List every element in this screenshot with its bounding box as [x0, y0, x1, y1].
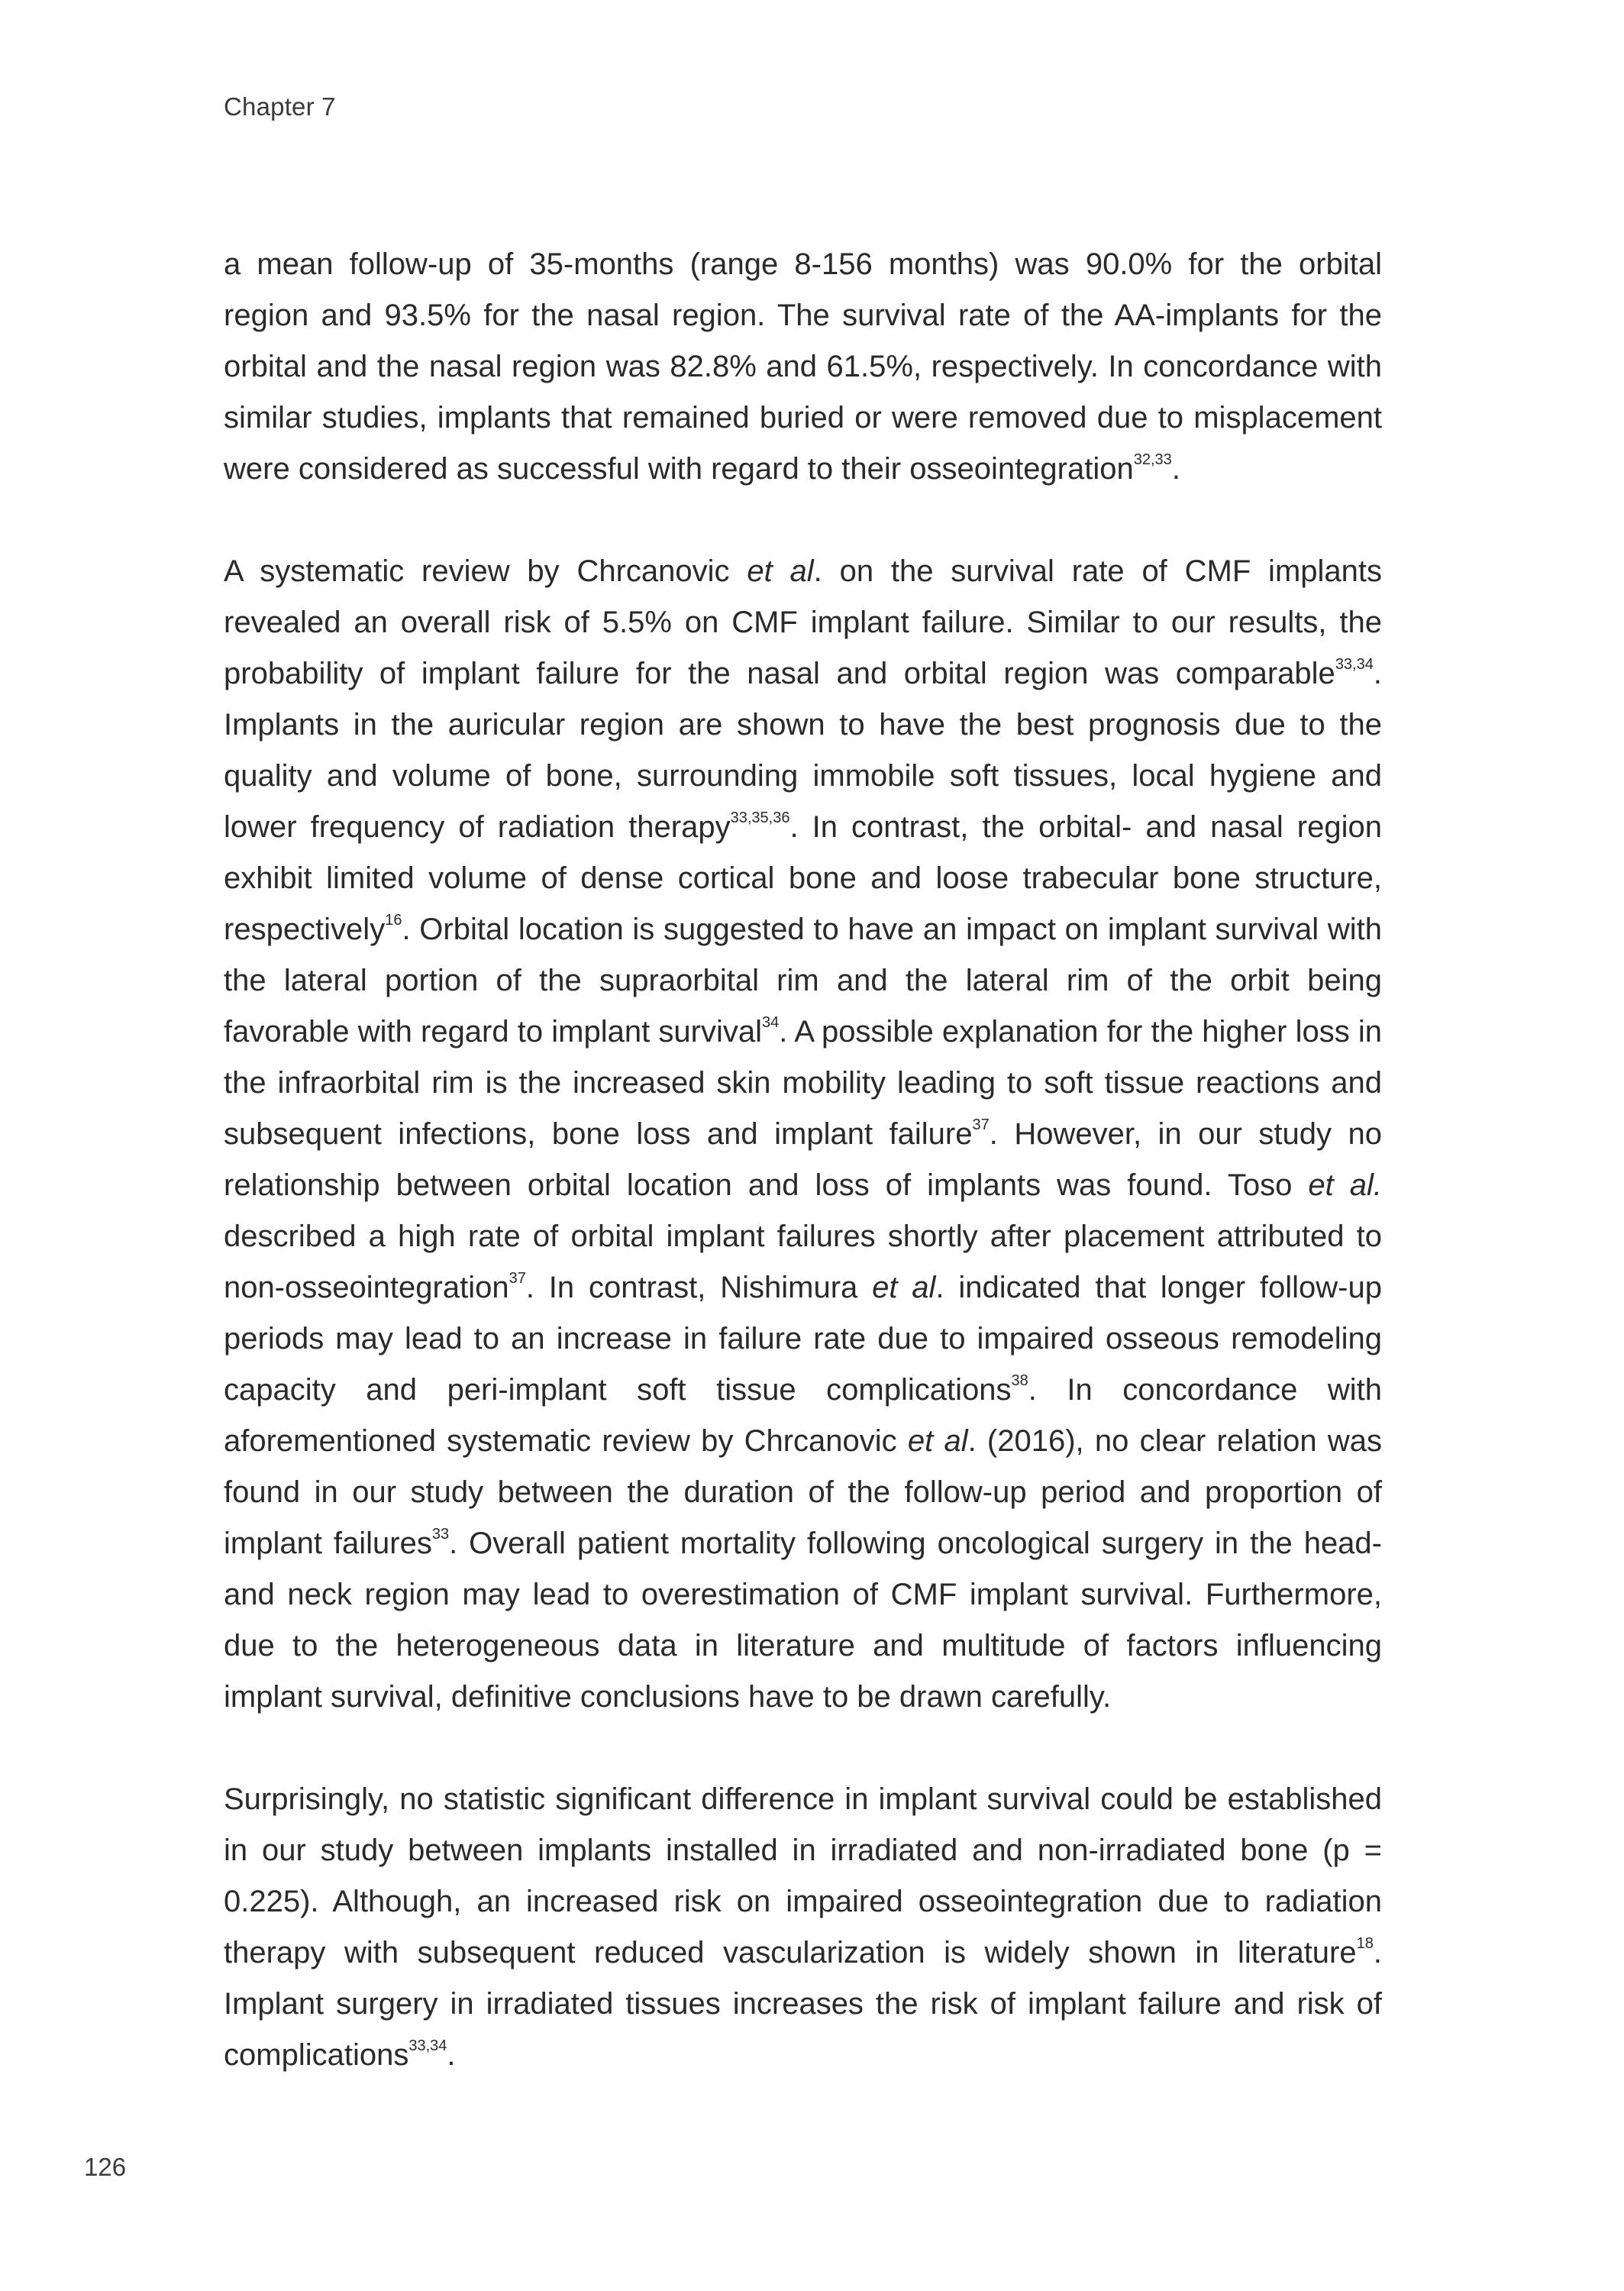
text-segment: . In concordance with aforementioned systematic review by Chrcanovic — [224, 1373, 1383, 1458]
text-segment: . — [447, 2038, 456, 2072]
citation-superscript: 33,34 — [408, 2037, 447, 2054]
text-segment: . Implants in the auricular region are shown to have the best prognosis due to the quality and volume of bone, surrounding immobile soft tissues, local hygiene and lower frequency of radiation therapy — [224, 657, 1382, 844]
citation-superscript: 37 — [509, 1270, 526, 1287]
citation-superscript: 37 — [972, 1116, 990, 1133]
citation-superscript: 18 — [1356, 1935, 1374, 1952]
italic-text: et al — [872, 1271, 936, 1304]
paragraph — [224, 546, 1382, 1723]
body-text — [224, 239, 1382, 2132]
text-segment: A systematic review by Chrcanovic — [224, 554, 747, 588]
citation-superscript: 16 — [385, 912, 402, 929]
text-segment: . In contrast, Nishimura — [525, 1271, 873, 1304]
text-segment: . on the survival rate of CMF implants revealed an overall risk of 5.5% on CMF implant failure. Similar to our results, the probability of implant failure for the nasal and orbital region was comparable — [224, 554, 1383, 690]
text-segment: . Orbital location is suggested to have an impact on implant survival with the lateral portion of the supraorbital rim and the lateral rim of the orbit being favorable with regard to implant survival — [224, 913, 1382, 1049]
text-segment: . indicated that longer follow-up periods may lead to an increase in failure rate due to impaired osseous remodeling capacity and peri-implant soft tissue complications — [224, 1271, 1382, 1407]
text-segment: . Overall patient mortality following oncological surgery in the head- and neck region may lead to overestimation of CMF implant survival. Furthermore, due to the heterogeneous data in literature and multitude of factors influencing implant survival, definitive conclusions have to be drawn carefully. — [224, 1527, 1382, 1714]
running-header: Chapter 7 — [224, 92, 336, 121]
citation-superscript: 33 — [431, 1526, 450, 1543]
text-segment: . — [1171, 452, 1180, 486]
italic-text: et al — [907, 1424, 968, 1458]
citation-superscript: 33,34 — [1335, 656, 1374, 673]
citation-superscript: 33,35,36 — [730, 809, 790, 826]
citation-superscript: 38 — [1011, 1372, 1028, 1389]
paragraph — [224, 239, 1382, 495]
italic-text: et al. — [1308, 1168, 1383, 1202]
page-number: 126 — [84, 2153, 127, 2181]
text-segment: a mean follow-up of 35-months (range 8-156 months) was 90.0% for the orbital region and 93.5% for the nasal region. The survival rate of the AA-implants for the orbital and the nasal region was 82.8% and 61.5%, respectively. In concordance with similar studies, implants that remained buried or were removed due to misplacement were considered as successful with regard to their osseointegration — [224, 247, 1382, 486]
text-segment: . Implant surgery in irradiated tissues increases the risk of implant failure and risk of complications — [224, 1936, 1382, 2072]
citation-superscript: 34 — [762, 1014, 780, 1031]
text-segment: described a high rate of orbital implant failures shortly after placement attributed to non-osseointegration — [224, 1220, 1382, 1304]
text-segment: . In contrast, the orbital- and nasal region exhibit limited volume of dense cortical bone and loose trabecular bone structure, respectively — [224, 810, 1383, 946]
italic-text: et al — [747, 554, 814, 588]
citation-superscript: 32,33 — [1133, 451, 1172, 468]
text-segment: . A possible explanation for the higher loss in the infraorbital rim is the increased skin mobility leading to soft tissue reactions and subsequent infections, bone loss and implant failure — [224, 1015, 1383, 1151]
text-segment: . However, in our study no relationship between orbital location and loss of implants was found. Toso — [224, 1117, 1382, 1202]
paragraph — [224, 1774, 1382, 2081]
text-segment: Surprisingly, no statistic significant difference in implant survival could be established in our study between implants installed in irradiated and non-irradiated bone (p = 0.225). Although, an increased risk on impaired osseointegration due to radiation therapy with subsequent reduced vascularization is widely shown in literature — [224, 1782, 1382, 1969]
text-segment: . (2016), no clear relation was found in our study between the duration of the follow-up period and proportion of implant failures — [224, 1424, 1383, 1560]
